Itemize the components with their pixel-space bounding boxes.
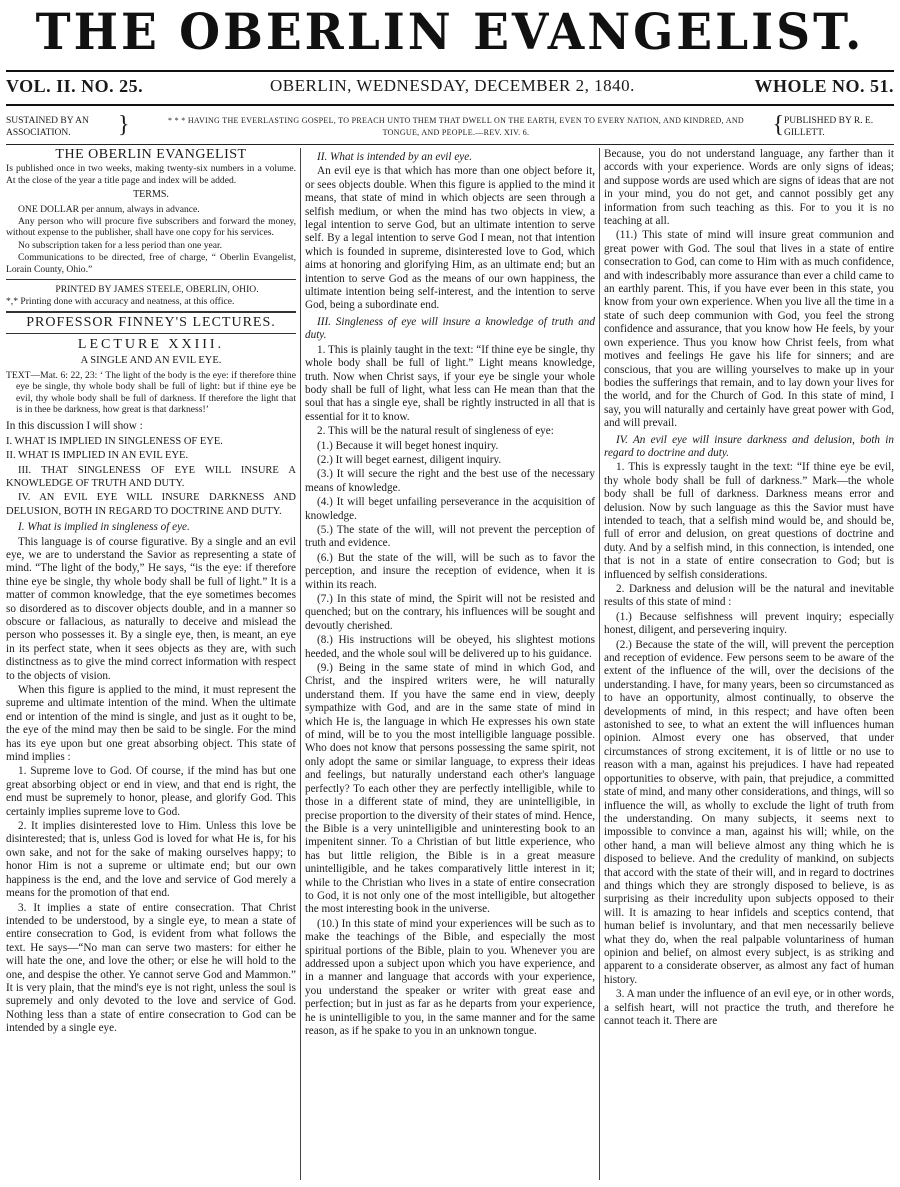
paragraph: (1.) Because selfishness will prevent inquiry; especially honest, diligent, and persevering inquiry. [604, 610, 894, 637]
sustained-by: SUSTAINED BY AN ASSOCIATION. [6, 116, 89, 138]
terms-subscribers: Any person who will procure five subscribers and forward the money, without expense to the publisher, shall have one copy for his services. [6, 216, 296, 239]
paragraph: (2.) Because the state of the will, will prevent the perception and reception of evidence. Few persons seem to be aware of the extent of the influence of the will, over the decisions of the understanding. I have, for many years, been so circumstanced as to have an opportunity, almost continually, to observe the developments of mind, in this respect; and have often been astonished to see, to what an extent the will influences human opinion. Almost every one has observed, that under circumstances of strong excitement, it is of little or no use to reason with a man, against his prejudices. I have had repeated opportunities to observe, with pain, that prejudice, a committed state of mind, and many other considerations, and things, will so influence the will, as wholly to exclude the light of truth from the understanding. On many subjects, it seems next to impossible to convince a man, against his will; while, on the other hand, a man will believe almost any thing which he is disposed to believe. And the credulity of mankind, on subjects that accord with the state of their will, and in regard to doctrines and things which they are strongly disposed to believe, is as surprising as their incredulity upon subjects opposed to their will. It is amazing to hear infidels and sceptics contend, that human belief is involuntary, and that men necessarily believe what they do, when the real palpable voluntariness of human opinion and belief, on almost every subject, is as striking and apparent to a considerate observer, as almost any fact of human history. [604, 638, 894, 986]
divider [6, 279, 296, 280]
publisher: PUBLISHED BY R. E. GILLETT. [784, 116, 874, 138]
divider [6, 311, 296, 313]
top-rule [6, 70, 894, 72]
dateline: OBERLIN, WEDNESDAY, DECEMBER 2, 1840. [270, 76, 635, 95]
section-3-heading: III. Singleness of eye will insure a knowledge of truth and duty. [305, 315, 595, 342]
subhead-rule [6, 144, 894, 145]
column-separator [599, 148, 600, 1180]
masthead [0, 0, 900, 68]
paragraph: 2. Darkness and delusion will be the natural and inevitable results of this state of mind : [604, 583, 894, 609]
whole-number: WHOLE NO. 51. [754, 76, 894, 96]
list-item: (2.) It will beget earnest, diligent inquiry. [317, 453, 502, 466]
terms-period: No subscription taken for a less period than one year. [18, 239, 223, 251]
terms-heading: TERMS. [133, 189, 169, 201]
scripture-text: TEXT—Mat. 6: 22, 23: ‘ The light of the body is the eye: if therefore thine eye be single, thy whole body shall be full of light: but if thine eye be evil, thy whole body shall be full of darkness. If therefore the light that is in thee be darkness, how great is that darkness!’ [6, 370, 296, 415]
volume-number: VOL. II. NO. 25. [6, 76, 144, 96]
list-item: (4.) It will beget unfailing perseverance in the acquisition of knowledge. [305, 496, 595, 522]
terms-communications: Communications to be directed, free of charge, “ Oberlin Evangelist, Lorain County, Ohio.” [6, 252, 296, 275]
section-4-heading: IV. An evil eye will insure darkness and delusion, both in regard to doctrine and duty. [604, 433, 894, 459]
column-2 [305, 148, 595, 1180]
terms-price: ONE DOLLAR per annum, always in advance. [18, 203, 200, 215]
volume-line [6, 76, 894, 102]
paragraph: Because, you do not understand language, any farther than it accords with your experience. Words are only signs of ideas; and suppose words are used which are signs of ideas that are not in your mind, you do not get, and cannot possibly get any information from such teaching as this. For to you it is no teaching at all. [604, 148, 894, 228]
point-3: III. THAT SINGLENESS OF EYE WILL INSURE A KNOWLEDGE OF TRUTH AND DUTY. [6, 464, 296, 489]
list-item: (1.) Because it will beget honest inquiry. [317, 439, 499, 452]
column-3 [604, 148, 894, 1180]
list-item: (8.) His instructions will be obeyed, his slightest motions heeded, and the whole soul will be delivered up to his guidance. [305, 634, 595, 660]
point-1: I. WHAT IS IMPLIED IN SINGLENESS OF EYE. [6, 435, 223, 447]
paragraph: (11.) This state of mind will insure great communion and great power with God. The soul that lives in a state of entire consecration to God, can come to Him with as much confidence, and with indescribably more assurance than ever a child came to an earthly parent. This, if you have ever been in this state, you know from your own experience. When you live all the time in a state of such deep communion with God, you feel the strong confidence and assurance, that you know how He feels, by your own experience. Thus you know how Christ feels, from what motives and feelings He gave his life for sinners; and are conscious, that you are willing yourselves to make up in your bodies the sufferings that remain, and to lay down your lives for the world, and for the Church of God. In this state of mind, I say, you will naturally and certainly have great power with God, and will prevail. [604, 229, 894, 430]
paragraph: 3. A man under the influence of an evil eye, or in other words, a selfish heart, will not practice the truth, and therefore he cannot teach it. There are [604, 988, 894, 1027]
brace-left-icon: } [118, 112, 130, 138]
brace-right-icon: { [772, 112, 784, 138]
list-item: (10.) In this state of mind your experiences will be such as to make the teachings of the Bible, and especially the most spiritual portions of the Bible, plain to you. Whenever you are addressed upon a subject upon which you have experience, and in a manner and language that accords with your experience, you understand the speaker or writer with great ease and perfection; but in just as far as he departs from your experience, he is unintelligible to you, in the same manner and for the same reason, as if he spake to you in an unknown tongue. [305, 917, 595, 1037]
discussion-intro: In this discussion I will show : [6, 420, 143, 433]
paragraph: This language is of course figurative. By a single and an evil eye, we are to understand the Savior as representing a state of mind. “The light of the body,” He says, “is the eye: if therefore thine eye be single, thy whole body shall be full of light.” It is a matter of common knowledge, that the eye sometimes becomes so disordered as to discover objects double, and in a manner so obscure or fallacious, as naturally to deceive and mislead the person who possesses it. By a single eye, then, is meant, an eye in its perfect state, when it sees objects as they are, with such distinctness as to give the mind correct information with respect to the objects of vision. [6, 535, 296, 682]
newspaper-title: THE OBERLIN EVANGELIST. [35, 3, 865, 62]
paragraph: When this figure is applied to the mind, it must represent the supreme and ultimate intention of the mind. When the ultimate end or intention of the mind is single, and just as it ought to be, the eye of the mind may then be said to be single. For the mind has its eye upon but one great absorbing object. This state of mind implies : [6, 684, 296, 764]
column-separator [300, 148, 301, 1180]
list-item: (6.) But the state of the will, will be such as to favor the perception, and insure the reception of evidence, when it is within its reach. [305, 551, 595, 591]
paragraph: 1. Supreme love to God. Of course, if the mind has but one great absorbing object or end in view, and that end is right, the end must be supremely to honor, please, and glorify God. This certainly implies supreme love to God. [6, 765, 296, 818]
section-2-heading: II. What is intended by an evil eye. [317, 151, 473, 163]
lectures-heading: PROFESSOR FINNEY'S LECTURES. [26, 314, 276, 330]
list-item: (7.) In this state of mind, the Spirit will not be resisted and quenched; but on the contrary, his influences will be sought and devoutly cherished. [305, 593, 595, 632]
divider [6, 333, 296, 334]
paragraph: 1. This is expressly taught in the text: “If thine eye be evil, thy whole body shall be full of darkness.” Mark—the whole body shall be full of darkness. Darkness means error and delusion. Now by such language as this the Savior must have intended to teach, that a selfish mind would be, and should be, full of error and delusion, on great questions of doctrine and duty. And by a selfish mind, in this connection, is intended, one that is not in a state of entire consecration to God; but is influenced by selfish considerations. [604, 461, 894, 581]
list-item: (3.) It will secure the right and the best use of the necessary means of knowledge. [305, 468, 595, 494]
box-title: THE OBERLIN EVANGELIST [55, 148, 247, 162]
volume-rule [6, 104, 894, 106]
subhead [6, 111, 894, 141]
section-1-heading: I. What is implied in singleness of eye. [18, 521, 190, 534]
paragraph: 3. It implies a state of entire consecration. That Christ intended to be understood, by a single eye, to mean a state of entire consecration to God, is evident from what follows the text. He says—“No man can serve two masters: for either he will hate the one, and love the other; or else he will hold to the one, and despise the other. Ye cannot serve God and Mammon.” It is very plain, that the mind's eye is not right, unless the soul is supremely and only devoted to the love and service of God. Nothing less than a state of entire consecration to God can be intended by a single eye. [6, 901, 296, 1035]
paragraph: An evil eye is that which has more than one object before it, or sees objects double. When this figure is applied to the mind it means, that state of mind in which objects are seen through a selfish medium, or when the mind has two objects in view, a legal intention to serve God, but an ultimate intention to serve self. By a legal intention to serve God I mean, not that intention which is founded in supreme, disinterested love to God, which aims at honoring and glorifying Him, as an ultimate end; but an intention to serve God as the means of our own happiness, the ultimate intention being self-interest, and the intention to serve God, being a subordinate end. [305, 165, 595, 312]
printing-note: *,* Printing done with accuracy and neatness, at this office. [6, 296, 235, 308]
list-item: (5.) The state of the will, will not prevent the perception of truth and evidence. [305, 523, 595, 550]
printer: PRINTED BY JAMES STEELE, OBERLIN, OHIO. [55, 284, 259, 296]
lecture-number: LECTURE XXIII. [77, 337, 225, 353]
list-item: (9.) Being in the same state of mind in which God, and Christ, and the inspired writers were, he will naturally understand them. If you have the same end in view, deeply sympathize with God, and are in the same state of mind in which He is, the language in which He expresses his own state of mind, will be to you the most intelligible language possible. Who does not know that persons possessing the same spirit, not only adopt the same or similar language, to express their ideas and feelings, but naturally understand each other's language perfectly? To each other they are perfectly intelligible, while to those in a different state of mind, they are unintelligible, in precise proportion to the diversity of their states of mind. Hence, the Bible is a very unintelligible and uninteresting book to an impenitent sinner. To a Christian of but little experience, who has but little religion, the Bible is in a great measure unintelligible, and he takes comparatively little interest in it; while to the Christian who lives in a state of entire consecration to God, it is not only one of the most intelligible, but altogether the most interesting book in the universe. [305, 662, 595, 916]
paragraph: 1. This is plainly taught in the text: “If thine eye be single, thy whole body shall be full of light.” Light means knowledge, truth. Now when Christ says, if your eye be single your whole body shall be full of light, what less can He mean than that the soul that has a single eye, shall be rightly instructed in all that is essential for it to know. [305, 343, 595, 423]
motto: * * * HAVING THE EVERLASTING GOSPEL, TO PREACH UNTO THEM THAT DWELL ON THE EARTH, EVEN TO EVERY NATION, AND KINDRED, AND TONGUE, AND PEOPLE.—REV. XIV. 6. [168, 116, 744, 137]
paragraph: 2. It implies disinterested love to Him. Unless this love be disinterested; that is, unless God is loved for what He is, for his own sake, and not for the sake of making ourselves happy; to honor Him is not a supreme or ultimate end; but our own happiness is the end, and the love and service of God merely a means for the promotion of that end. [6, 820, 296, 900]
paragraph: 2. This will be the natural result of singleness of eye: [317, 425, 554, 438]
column-1 [6, 148, 296, 1180]
point-4: IV. AN EVIL EYE WILL INSURE DARKNESS AND DELUSION, BOTH IN REGARD TO DOCTRINE AND DUTY. [6, 492, 296, 517]
box-intro: Is published once in two weeks, making twenty-six numbers in a volume. At the close of the year a title page and index will be added. [6, 163, 296, 186]
lecture-title: A SINGLE AND AN EVIL EYE. [80, 354, 222, 366]
point-2: II. WHAT IS IMPLIED IN AN EVIL EYE. [6, 450, 189, 462]
columns [6, 148, 894, 1180]
